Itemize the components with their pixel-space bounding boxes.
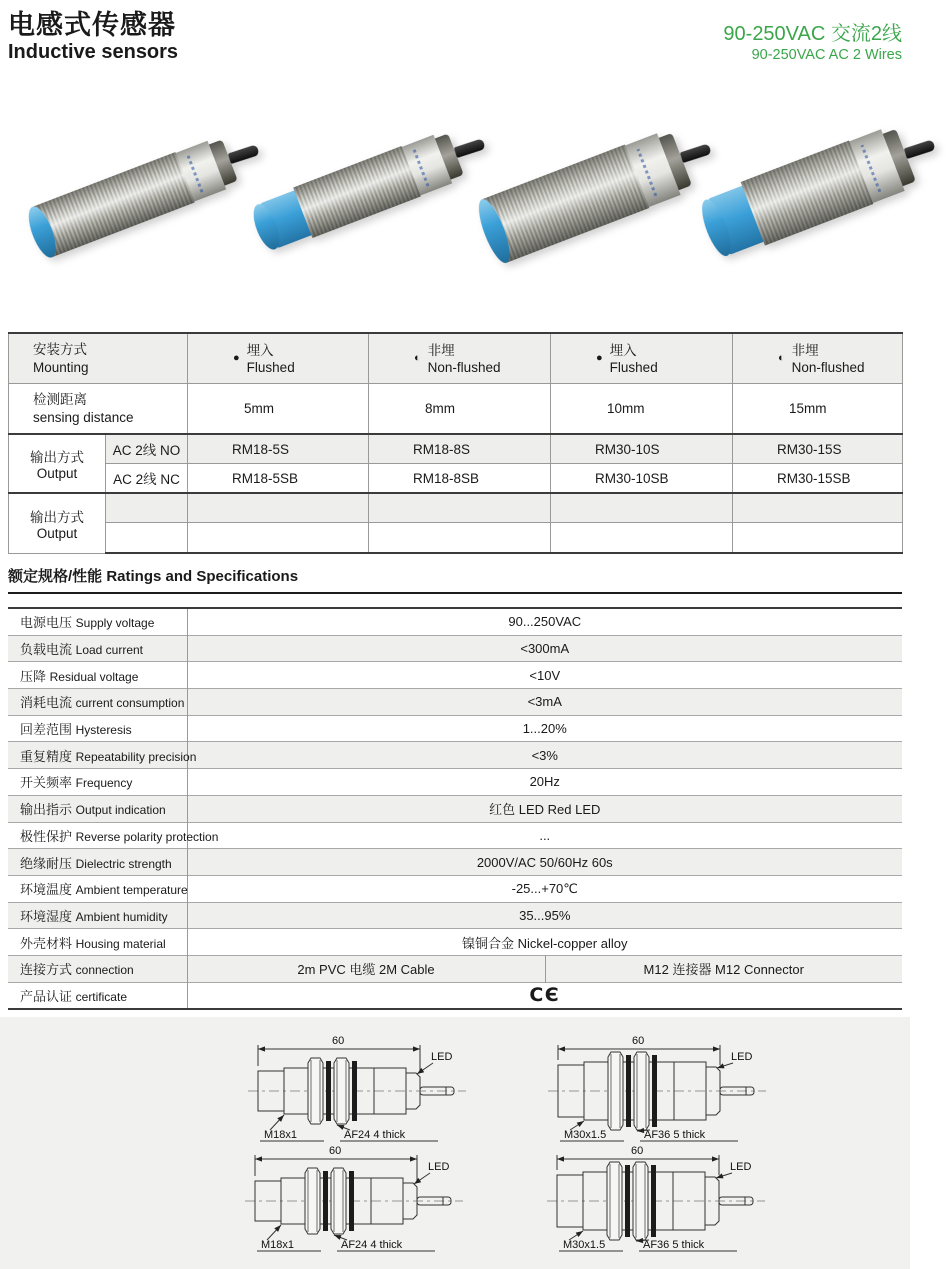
model-cell: RM30-15SB <box>733 464 903 494</box>
sensor-cable <box>228 144 260 164</box>
mount-zh: 非埋 <box>791 342 819 358</box>
output-label-zh: 输出方式 <box>30 450 84 465</box>
model-cell-empty <box>188 523 369 554</box>
output2-row-2 <box>9 523 903 554</box>
model-cell: RM30-10S <box>551 434 733 464</box>
output2-row-1 <box>9 493 903 523</box>
svg-text:LED: LED <box>731 1051 753 1064</box>
output-label-en: Output <box>36 466 78 481</box>
voltage-rating-en: 90-250VAC AC 2 Wires <box>751 47 902 63</box>
mounting-label-cell <box>9 333 188 384</box>
sensor-barrel <box>741 140 874 245</box>
ce-mark <box>187 982 902 1009</box>
spec-row <box>8 689 902 716</box>
svg-text:LED: LED <box>431 1051 453 1064</box>
header <box>0 0 910 66</box>
model-cell-empty <box>551 493 733 523</box>
sensor-barrel <box>32 152 195 258</box>
model-cell-empty <box>188 493 369 523</box>
dimension-drawings-panel <box>0 1017 910 1269</box>
flushed-icon: ● <box>233 352 240 364</box>
non-flushed-icon: ◐ <box>414 352 421 364</box>
svg-text:AF24 4 thick: AF24 4 thick <box>344 1129 406 1142</box>
spec-label: 外壳材料 Housing material <box>8 929 187 956</box>
spec-row-certificate <box>8 982 902 1009</box>
sensing-value: 8mm <box>369 384 551 435</box>
mounting-table <box>8 332 903 554</box>
spec-label: 产品认证 certificate <box>8 982 187 1009</box>
model-cell: RM18-5SB <box>188 464 369 494</box>
ce-mark-glyph: CЄ <box>529 984 561 1007</box>
svg-text:60: 60 <box>329 1145 342 1158</box>
sensing-value: 5mm <box>188 384 369 435</box>
spec-label: 压降 Residual voltage <box>8 662 187 689</box>
model-cell: RM18-5S <box>188 434 369 464</box>
voltage-rating-zh: 90-250VAC 交流2线 <box>723 23 902 45</box>
title-block <box>8 10 178 66</box>
spec-value: <10V <box>187 662 902 689</box>
model-cell: RM18-8SB <box>369 464 551 494</box>
spec-row <box>8 769 902 796</box>
spec-value: 20Hz <box>187 769 902 796</box>
spec-row <box>8 875 902 902</box>
mount-zh: 埋入 <box>246 342 274 358</box>
svg-text:LED: LED <box>428 1161 450 1174</box>
output-no-row <box>9 434 903 464</box>
spec-row <box>8 929 902 956</box>
mounting-header-row <box>9 333 903 384</box>
output-sub-nc: AC 2线 NC <box>106 464 188 494</box>
spec-row <box>8 662 902 689</box>
sensing-value: 10mm <box>551 384 733 435</box>
mount-en: Non-flushed <box>427 359 501 375</box>
spec-label: 电源电压 Supply voltage <box>8 608 187 635</box>
sensor-cable <box>904 139 936 159</box>
svg-text:60: 60 <box>332 1035 345 1048</box>
mounting-label-zh: 安装方式 <box>33 341 87 357</box>
output2-label-cell <box>9 493 106 553</box>
mount-en: Non-flushed <box>791 359 865 375</box>
spec-value: <300mA <box>187 635 902 662</box>
sensing-label-en: sensing distance <box>33 409 134 425</box>
output-label-zh: 输出方式 <box>30 509 84 525</box>
spec-label: 开关频率 Frequency <box>8 769 187 796</box>
spec-row <box>8 742 902 769</box>
mount-col-3 <box>551 333 733 384</box>
spec-label: 消耗电流 current consumption <box>8 689 187 716</box>
sensing-value: 15mm <box>733 384 903 435</box>
page-title-zh: 电感式传感器 <box>8 10 176 40</box>
spec-row <box>8 715 902 742</box>
sensing-label-zh: 检测距离 <box>33 391 87 407</box>
model-cell-empty <box>369 493 551 523</box>
dimension-drawing-m30-2 <box>523 1135 773 1257</box>
model-cell-empty <box>733 493 903 523</box>
model-cell: RM18-8S <box>369 434 551 464</box>
product-photo-4 <box>701 115 938 260</box>
svg-text:M30x1.5: M30x1.5 <box>564 1129 607 1142</box>
output2-sub <box>106 493 188 523</box>
spec-label: 负载电流 Load current <box>8 635 187 662</box>
spec-label: 极性保护 Reverse polarity protection <box>8 822 187 849</box>
output-label-en: Output <box>36 525 78 541</box>
spec-label: 输出指示 Output indication <box>8 795 187 822</box>
connection-connector-value: M12 连接器 M12 Connector <box>545 955 902 982</box>
svg-text:AF36 5 thick: AF36 5 thick <box>643 1239 705 1252</box>
dimension-drawing-m18-1 <box>224 1025 474 1147</box>
mounting-label-en: Mounting <box>33 359 89 375</box>
dimension-drawing-m30-1 <box>524 1025 774 1147</box>
spec-row-connection <box>8 955 902 982</box>
mount-zh: 非埋 <box>427 342 455 358</box>
model-cell: RM30-10SB <box>551 464 733 494</box>
product-photo-3 <box>477 119 714 264</box>
mount-col-1 <box>188 333 369 384</box>
svg-text:LED: LED <box>730 1161 752 1174</box>
mount-zh: 埋入 <box>609 342 637 358</box>
svg-text:M18x1: M18x1 <box>264 1129 298 1142</box>
connection-cable-value: 2m PVC 电缆 2M Cable <box>187 955 545 982</box>
svg-text:60: 60 <box>631 1145 644 1158</box>
sensor-cable <box>454 138 486 158</box>
model-cell: RM30-15S <box>733 434 903 464</box>
mount-col-4 <box>733 333 903 384</box>
spec-value: 90...250VAC <box>187 608 902 635</box>
product-photos <box>0 66 910 332</box>
spec-value: 1...20% <box>187 715 902 742</box>
output-nc-row <box>9 464 903 494</box>
spec-value: <3mA <box>187 689 902 716</box>
output-sub-no: AC 2线 NO <box>106 434 188 464</box>
spec-value: 35...95% <box>187 902 902 929</box>
output2-sub <box>106 523 188 554</box>
svg-text:M18x1: M18x1 <box>261 1239 295 1252</box>
spec-row <box>8 608 902 635</box>
spec-row <box>8 902 902 929</box>
spec-value: 2000V/AC 50/60Hz 60s <box>187 849 902 876</box>
output-label-cell <box>9 434 106 493</box>
sensing-label-cell <box>9 384 188 435</box>
spec-row <box>8 849 902 876</box>
spec-value: <3% <box>187 742 902 769</box>
svg-text:AF36 5 thick: AF36 5 thick <box>644 1129 706 1142</box>
spec-label: 环境温度 Ambient temperature <box>8 875 187 902</box>
sensor-barrel <box>293 146 421 238</box>
spec-label: 环境湿度 Ambient humidity <box>8 902 187 929</box>
spec-value: 红色 LED Red LED <box>187 795 902 822</box>
model-cell-empty <box>551 523 733 554</box>
spec-value: -25...+70℃ <box>187 875 902 902</box>
svg-text:AF24 4 thick: AF24 4 thick <box>341 1239 403 1252</box>
mount-en: Flushed <box>609 359 658 375</box>
mount-en: Flushed <box>246 359 295 375</box>
dimension-drawing-m18-2 <box>221 1135 471 1257</box>
sensor-cable <box>680 143 712 163</box>
spec-value: ... <box>187 822 902 849</box>
spec-label: 绝缘耐压 Dielectric strength <box>8 849 187 876</box>
spec-row <box>8 795 902 822</box>
flushed-icon: ● <box>596 352 603 364</box>
spec-label: 回差范围 Hysteresis <box>8 715 187 742</box>
specifications-table <box>8 607 902 1010</box>
spec-label: 重复精度 Repeatability precision <box>8 742 187 769</box>
spec-row <box>8 822 902 849</box>
page-title-en: Inductive sensors <box>8 41 179 63</box>
model-cell-empty <box>733 523 903 554</box>
svg-text:60: 60 <box>632 1035 645 1048</box>
sensing-distance-row <box>9 384 903 435</box>
voltage-rating <box>723 22 902 66</box>
product-photo-1 <box>28 127 260 259</box>
spec-label: 连接方式 connection <box>8 955 187 982</box>
non-flushed-icon: ◐ <box>778 352 785 364</box>
spec-value: 镍铜合金 Nickel-copper alloy <box>187 929 902 956</box>
model-cell-empty <box>369 523 551 554</box>
svg-text:M30x1.5: M30x1.5 <box>563 1239 606 1252</box>
spec-row <box>8 635 902 662</box>
ratings-section-title: 额定规格/性能 Ratings and Specifications <box>8 565 902 594</box>
product-photo-2 <box>254 121 486 253</box>
mount-col-2 <box>369 333 551 384</box>
